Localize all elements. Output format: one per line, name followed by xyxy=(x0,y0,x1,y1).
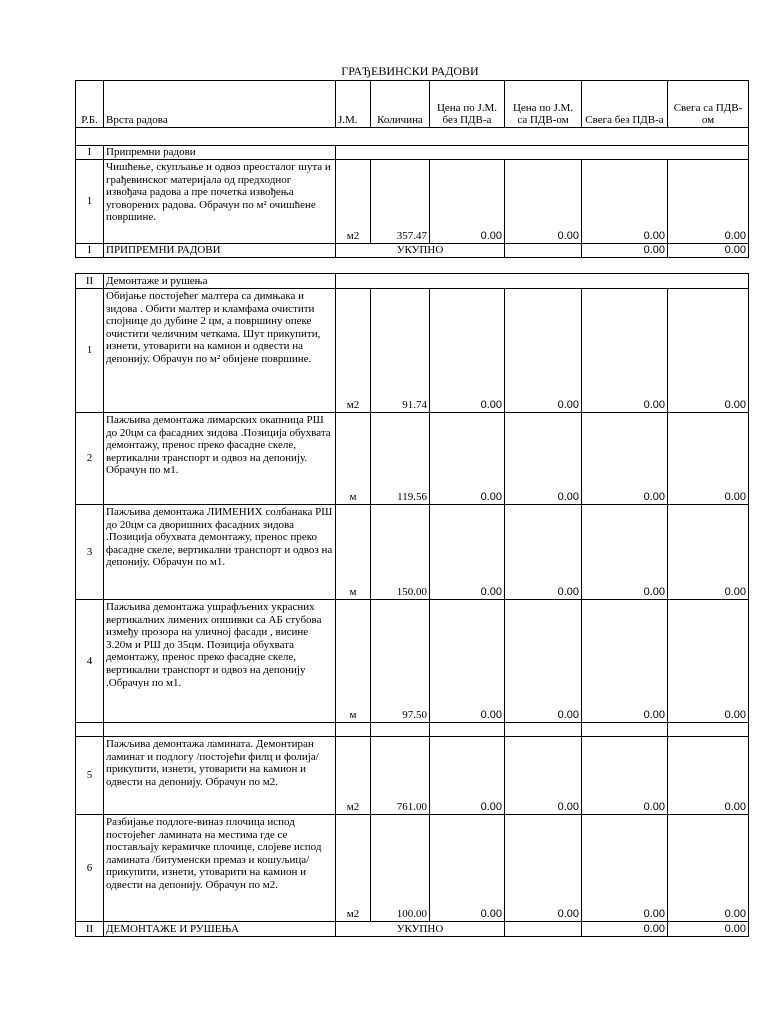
section-total-row xyxy=(76,922,749,937)
section-total-name: ДЕМОНТАЖЕ И РУШЕЊА xyxy=(104,922,336,937)
item-description: Чишћење, скупљање и одвоз преосталог шута и грађевинског материјала од предходног извођача радова а пре почетка извођења уговорених радова. Обрачун по м² очишћене површине. xyxy=(104,160,336,244)
item-price-incl-vat: 0.00 xyxy=(505,289,582,413)
section-total-numeral: I xyxy=(76,244,104,258)
document-title: ГРАЂЕВИНСКИ РАДОВИ xyxy=(341,64,479,78)
section-total-numeral: II xyxy=(76,922,104,937)
item-total-incl-vat: 0.00 xyxy=(668,413,749,505)
item-price-incl-vat: 0.00 xyxy=(505,505,582,600)
item-total-incl-vat: 0.00 xyxy=(668,160,749,244)
item-quantity: 97.50 xyxy=(371,600,430,723)
item-price-incl-vat: 0.00 xyxy=(505,737,582,815)
item-total-incl-vat: 0.00 xyxy=(668,289,749,413)
header-vrsta: Врста радова xyxy=(104,81,336,128)
table-row xyxy=(76,815,749,922)
section-total-row xyxy=(76,244,749,258)
section-total-name: ПРИПРЕМНИ РАДОВИ xyxy=(104,244,336,258)
item-total-excl-vat: 0.00 xyxy=(582,600,668,723)
header-kolicina: Количина xyxy=(371,81,430,128)
item-quantity: 91.74 xyxy=(371,289,430,413)
bill-of-quantities-table xyxy=(75,80,749,937)
table-row xyxy=(76,160,749,244)
item-number: 6 xyxy=(76,815,104,922)
item-unit: м2 xyxy=(336,737,371,815)
section-numeral: II xyxy=(76,274,104,289)
header-rb: Р.Б. xyxy=(76,81,104,128)
item-number: 1 xyxy=(76,289,104,413)
item-total-excl-vat: 0.00 xyxy=(582,505,668,600)
item-total-incl-vat: 0.00 xyxy=(668,505,749,600)
item-price-excl-vat: 0.00 xyxy=(430,160,505,244)
item-quantity: 357.47 xyxy=(371,160,430,244)
item-quantity: 761.00 xyxy=(371,737,430,815)
item-unit: м2 xyxy=(336,289,371,413)
header-cena-bez: Цена по Ј.М. без ПДВ-а xyxy=(430,81,505,128)
item-unit: м xyxy=(336,600,371,723)
section-total-label: УКУПНО xyxy=(336,244,505,258)
spacer-row xyxy=(76,128,749,146)
header-svega-bez: Свега без ПДВ-а xyxy=(582,81,668,128)
item-total-excl-vat: 0.00 xyxy=(582,160,668,244)
item-unit: м xyxy=(336,505,371,600)
item-price-incl-vat: 0.00 xyxy=(505,413,582,505)
blank-row xyxy=(76,258,749,274)
item-price-incl-vat: 0.00 xyxy=(505,815,582,922)
header-cena-sa: Цена по Ј.М. са ПДВ-ом xyxy=(505,81,582,128)
section-total-label: УКУПНО xyxy=(336,922,505,937)
item-quantity: 100.00 xyxy=(371,815,430,922)
item-price-excl-vat: 0.00 xyxy=(430,737,505,815)
section-header-row xyxy=(76,146,749,160)
table-row xyxy=(76,737,749,815)
item-number: 5 xyxy=(76,737,104,815)
section-name: Припремни радови xyxy=(104,146,336,160)
item-total-incl-vat: 0.00 xyxy=(668,815,749,922)
header-svega-sa: Свега са ПДВ-ом xyxy=(668,81,749,128)
item-description: Пажљива демонтажа ЛИМЕНИХ солбанака РШ до 20цм са дворишних фасадних зидова .Позиција обухвата демонтажу, пренос преко фасадне скеле, вертикални транспорт и одвоз на депонију. Обрачун по м1. xyxy=(104,505,336,600)
table-row xyxy=(76,289,749,413)
item-total-excl-vat: 0.00 xyxy=(582,289,668,413)
item-price-incl-vat: 0.00 xyxy=(505,160,582,244)
table-row xyxy=(76,505,749,600)
item-unit: м2 xyxy=(336,160,371,244)
item-unit: м2 xyxy=(336,815,371,922)
item-number: 3 xyxy=(76,505,104,600)
item-total-excl-vat: 0.00 xyxy=(582,815,668,922)
section-total-incl-vat: 0.00 xyxy=(668,922,749,937)
table-row xyxy=(76,600,749,723)
section-numeral: I xyxy=(76,146,104,160)
item-price-excl-vat: 0.00 xyxy=(430,413,505,505)
item-description: Пажљива демонтажа лимарских окапница РШ до 20цм са фасадних зидова .Позиција обухвата демонтажу, пренос преко фасадне скеле, вертикални транспорт и одвоз на депонију. Обрачун по м1. xyxy=(104,413,336,505)
item-description: Пажљива демонтажа ламината. Демонтиран ламинат и подлогу /постојећи филц и фолија/ прикупити, изнети, утоварити на камион и одвести на депонију. Обрачун по м2. xyxy=(104,737,336,815)
header-jm: Ј.М. xyxy=(336,81,371,128)
item-description: Пажљива демонтажа ушрафљених украсних вертикалних лимених опшивки са АБ стубова између прозора на уличној фасади , висине 3.20м и РШ до 35цм. Позиција обухвата демонтажу, пренос преко фасадне скеле, вертикални транспорт и одвоз на депонију .Обрачун по м1. xyxy=(104,600,336,723)
item-total-excl-vat: 0.00 xyxy=(582,737,668,815)
table-row xyxy=(76,413,749,505)
spacer-row xyxy=(76,723,749,737)
header-row xyxy=(76,81,749,128)
item-description: Разбијање подлоге-виназ плочица испод постојећег ламината на местима где се постављају керамичке плочице, слојеве испод ламината /битуменски премаз и кошуљица/ прикупити, изнети, утоварити на камион и одвести на депонију. Обрачун по м2. xyxy=(104,815,336,922)
item-total-incl-vat: 0.00 xyxy=(668,737,749,815)
item-price-incl-vat: 0.00 xyxy=(505,600,582,723)
item-number: 1 xyxy=(76,160,104,244)
item-price-excl-vat: 0.00 xyxy=(430,289,505,413)
item-number: 4 xyxy=(76,600,104,723)
item-total-excl-vat: 0.00 xyxy=(582,413,668,505)
item-quantity: 119.56 xyxy=(371,413,430,505)
section-total-excl-vat: 0.00 xyxy=(582,244,668,258)
item-price-excl-vat: 0.00 xyxy=(430,815,505,922)
item-price-excl-vat: 0.00 xyxy=(430,505,505,600)
item-quantity: 150.00 xyxy=(371,505,430,600)
section-name: Демонтаже и рушења xyxy=(104,274,336,289)
item-price-excl-vat: 0.00 xyxy=(430,600,505,723)
item-description: Обијање постојећег малтера са димњака и зидова . Обити малтер и кламфама очистити спојнице до дубине 2 цм, а површину опеке очистити челичним четкама. Шут прикупити, изнети, утоварити на камион и одвести на депонију. Обрачун по м² обијене површине. xyxy=(104,289,336,413)
item-total-incl-vat: 0.00 xyxy=(668,600,749,723)
section-total-excl-vat: 0.00 xyxy=(582,922,668,937)
section-header-row xyxy=(76,274,749,289)
item-number: 2 xyxy=(76,413,104,505)
section-total-incl-vat: 0.00 xyxy=(668,244,749,258)
item-unit: м xyxy=(336,413,371,505)
